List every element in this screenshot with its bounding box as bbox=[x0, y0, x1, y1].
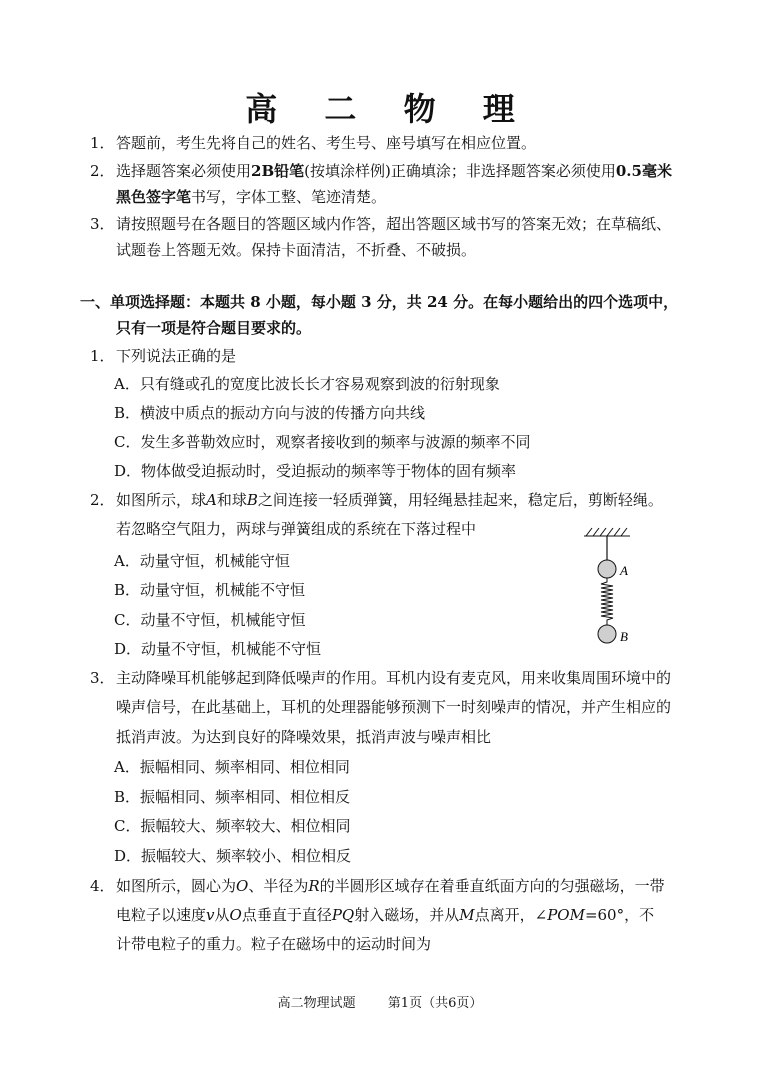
ceiling-hatch bbox=[584, 528, 630, 536]
section-heading-cont: 只有一项是符合题目要求的。 bbox=[116, 319, 312, 337]
footer-page-number: 第1页（共6页） bbox=[387, 996, 483, 1011]
question-1-option-d: D．物体做受迫振动时，受迫振动的频率等于物体的固有频率 bbox=[114, 462, 517, 480]
question-1-stem: 1．下列说法正确的是 bbox=[90, 347, 237, 365]
question-4-stem: 4．如图所示，圆心为O、半径为R的半圆形区域存在着垂直纸面方向的匀强磁场，一带 bbox=[90, 877, 665, 895]
question-2-option-a: A．动量守恒，机械能守恒 bbox=[114, 552, 290, 570]
page-title: 高 二 物 理 bbox=[245, 90, 533, 128]
question-3-option-d: D．振幅较大、频率较小、相位相反 bbox=[114, 847, 352, 865]
ball-b bbox=[598, 625, 616, 643]
page-footer bbox=[0, 992, 760, 1011]
question-4-stem-cont-2: 计带电粒子的重力。粒子在磁场中的运动时间为 bbox=[116, 935, 432, 953]
spring bbox=[601, 578, 613, 625]
question-4-stem-cont-1: 电粒子以速度v从O点垂直于直径PQ射入磁场，并从M点离开，∠POM=60°，不 bbox=[116, 906, 655, 924]
question-3-option-b: B．振幅相同、频率相同、相位相反 bbox=[114, 788, 351, 806]
question-2-option-d: D．动量不守恒，机械能不守恒 bbox=[114, 640, 322, 658]
question-2-option-b: B．动量守恒，机械能不守恒 bbox=[114, 581, 306, 599]
spring-balls-figure bbox=[576, 524, 656, 654]
question-1-option-a: A．只有缝或孔的宽度比波长长才容易观察到波的衍射现象 bbox=[114, 375, 500, 393]
section-heading: 一、单项选择题：本题共 8 小题，每小题 3 分，共 24 分。在每小题给出的四个选项中， bbox=[80, 293, 679, 311]
question-2-stem-cont: 若忽略空气阻力，两球与弹簧组成的系统在下落过程中 bbox=[116, 520, 477, 538]
question-2-option-c: C．动量不守恒，机械能守恒 bbox=[114, 611, 306, 629]
ball-a-label: A bbox=[620, 563, 628, 578]
note-3-cont: 试题卷上答题无效。保持卡面清洁，不折叠、不破损。 bbox=[116, 241, 477, 259]
question-3-stem: 3．主动降噪耳机能够起到降低噪声的作用。耳机内设有麦克风，用来收集周围环境中的 bbox=[90, 669, 672, 687]
note-1: 1．答题前，考生先将自己的姓名、考生号、座号填写在相应位置。 bbox=[90, 134, 537, 152]
question-3-option-a: A．振幅相同、频率相同、相位相同 bbox=[114, 758, 350, 776]
question-3-option-c: C．振幅较大、频率较大、相位相同 bbox=[114, 817, 351, 835]
question-3-stem-cont-1: 噪声信号，在此基础上，耳机的处理器能够预测下一时刻噪声的情况，并产生相应的 bbox=[116, 698, 672, 716]
ball-b-label: B bbox=[620, 629, 628, 644]
footer-exam-name: 高二物理试题 bbox=[277, 996, 356, 1011]
question-2-stem: 2．如图所示，球A和球B之间连接一轻质弹簧，用轻绳悬挂起来，稳定后，剪断轻绳。 bbox=[90, 491, 663, 509]
question-1-option-b: B．横波中质点的振动方向与波的传播方向共线 bbox=[114, 404, 426, 422]
ball-a bbox=[598, 560, 616, 578]
note-2: 2．选择题答案必须使用2B铅笔(按填涂样例)正确填涂；非选择题答案必须使用0.5毫米 bbox=[90, 162, 672, 180]
note-3: 3．请按照题号在各题目的答题区域内作答，超出答题区域书写的答案无效；在草稿纸、 bbox=[90, 215, 672, 233]
question-1-option-c: C．发生多普勒效应时，观察者接收到的频率与波源的频率不同 bbox=[114, 433, 531, 451]
question-3-stem-cont-2: 抵消声波。为达到良好的降噪效果，抵消声波与噪声相比 bbox=[116, 728, 492, 746]
note-2-cont: 黑色签字笔书写，字体工整、笔迹清楚。 bbox=[116, 188, 387, 206]
